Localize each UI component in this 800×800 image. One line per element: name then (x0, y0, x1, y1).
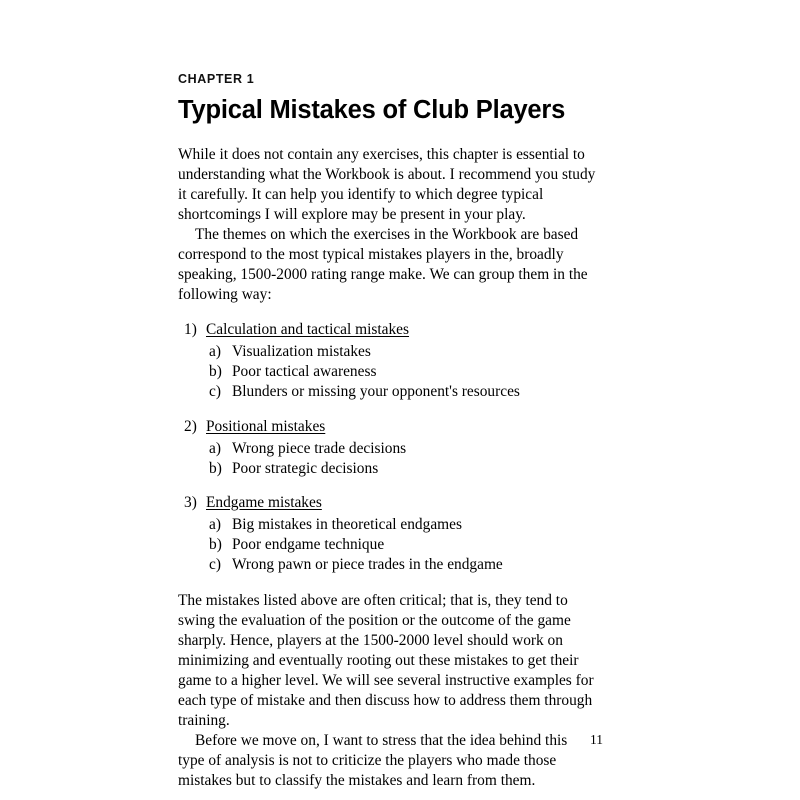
list-item-text: Wrong pawn or piece trades in the endgame (232, 555, 503, 573)
list-item-text: Big mistakes in theoretical endgames (232, 515, 462, 533)
list-marker: b) (209, 535, 222, 553)
list-marker: 2) (184, 417, 197, 435)
list-group (178, 417, 596, 479)
page-title: Typical Mistakes of Club Players (178, 96, 566, 124)
list-item (178, 535, 596, 555)
list-marker: c) (209, 383, 221, 401)
mistake-categories-list (178, 320, 596, 574)
list-item-text: Visualization mistakes (232, 343, 371, 361)
list-marker: 3) (184, 493, 197, 511)
list-item-text: Poor tactical awareness (232, 363, 377, 381)
list-heading: Positional mistakes (206, 417, 326, 435)
list-marker: a) (209, 343, 221, 361)
list-marker: b) (209, 363, 222, 381)
list-item (178, 382, 596, 402)
chapter-label: CHAPTER 1 (178, 72, 255, 86)
list-heading: Calculation and tactical mistakes (206, 321, 410, 339)
list-item (178, 417, 596, 437)
list-item (178, 342, 596, 362)
list-item (178, 515, 596, 535)
list-item-text: Poor endgame technique (232, 535, 385, 553)
intro-paragraph-2: The themes on which the exercises in the Workbook are based correspond to the most typical mistakes players in the, broadly speaking, 1500-2000 rating range make. We can group them in the following way: (178, 226, 588, 304)
page-content (178, 72, 596, 791)
list-item-text: Wrong piece trade decisions (232, 439, 407, 457)
list-heading: Endgame mistakes (206, 493, 322, 511)
list-item (178, 555, 596, 575)
list-item (178, 493, 596, 513)
intro-paragraph-1: While it does not contain any exercises, this chapter is essential to understanding what the Workbook is about. I recommend you study it carefully. It can help you identify to which degree typical shortcomings I will explore may be present in your play. (178, 146, 596, 224)
list-marker: a) (209, 515, 221, 533)
list-group (178, 493, 596, 575)
list-item (178, 439, 596, 459)
closing-text (178, 591, 596, 791)
closing-paragraph-1: The mistakes listed above are often critical; that is, they tend to swing the evaluation of the position or the outcome of the game sharply. Hence, players at the 1500-2000 level should work on minimizing and eventually rooting out these mistakes to get their game to a higher level. We will see several instructive examples for each type of mistake and then discuss how to address them through training. (178, 591, 594, 729)
list-marker: c) (209, 555, 221, 573)
list-item (178, 320, 596, 340)
list-group (178, 320, 596, 402)
list-item-text: Blunders or missing your opponent's resources (232, 383, 520, 401)
list-marker: b) (209, 459, 222, 477)
list-item (178, 362, 596, 382)
list-marker: a) (209, 439, 221, 457)
list-marker: 1) (184, 321, 197, 339)
closing-paragraph-2: Before we move on, I want to stress that the idea behind this type of analysis is not to criticize the players who made those mistakes but to classify the mistakes and learn from them. (178, 731, 568, 789)
list-item (178, 459, 596, 479)
list-item-text: Poor strategic decisions (232, 459, 379, 477)
page-number: 11 (590, 732, 603, 747)
